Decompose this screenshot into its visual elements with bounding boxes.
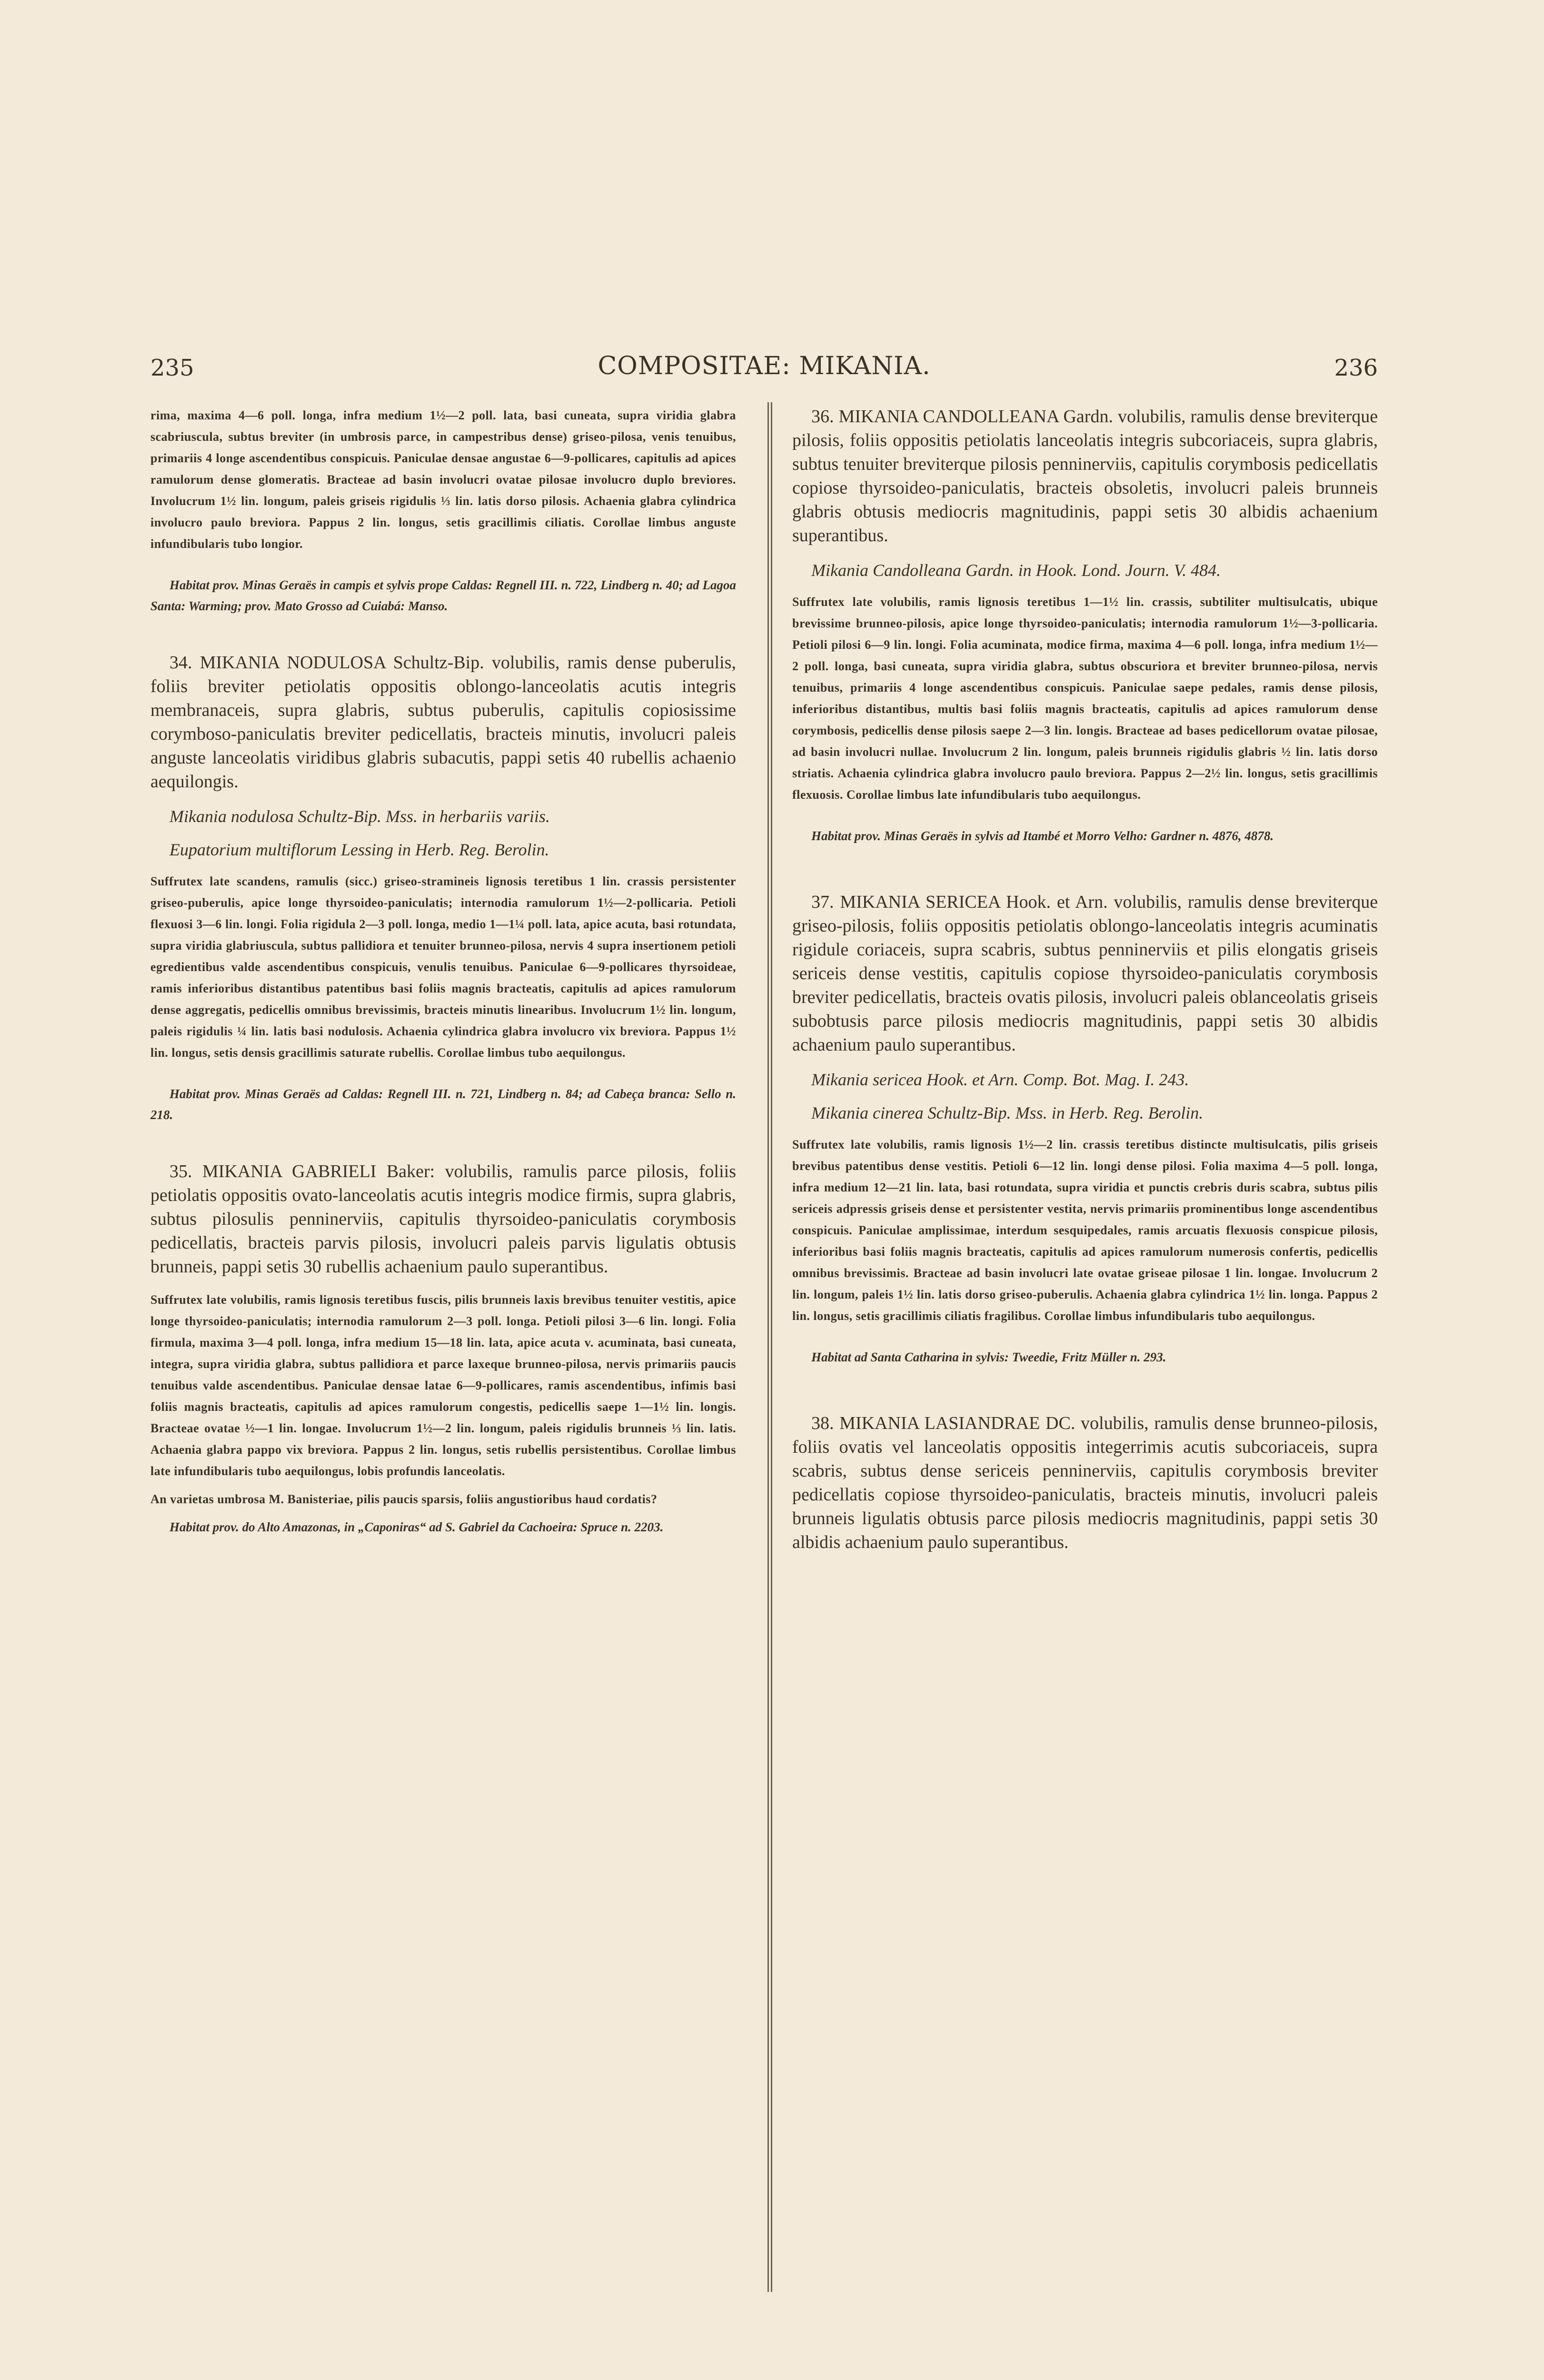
running-header	[150, 352, 1378, 388]
species-34-diagnosis: 34. MIKANIA NODULOSA Schultz-Bip. volubilis, ramis dense puberulis, foliis breviter petiolatis oppositis oblongo-lanceolatis acutis integris membranaceis, supra glabris, subtus puberulis, capitulis copiosissime corymboso-paniculatis breviter pedicellatis, bracteis minutis, involucri paleis anguste lanceolatis viridibus glabris subacutis, pappi setis 40 rubellis achaenio aequilongis.	[150, 653, 736, 792]
species-35-diagnosis: 35. MIKANIA GABRIELI Baker: volubilis, ramulis parce pilosis, foliis petiolatis oppositis ovato-lanceolatis acutis integris modice firmis, supra glabris, subtus pilosulis penninerviis, capitulis thyrsoideo-paniculatis corymbosis pedicellatis, bracteis parvis pilosis, involucri paleis parvis ligulatis obtusis brunneis, pappi setis 30 rubellis achaenium paulo superantibus.	[150, 1161, 736, 1277]
species-36-description: Suffrutex late volubilis, ramis lignosis teretibus 1—1½ lin. crassis, subtiliter multisulcatis, ubique brevissime brunneo-pilosis, apice longe thyrsoideo-paniculatis; internodia ramulorum 1½—3-pollicaria. Petioli pilosi 6—9 lin. longi. Folia acuminata, modice firma, maxima 4—6 poll. longa, infra medium 1½—2 poll. longa, basi cuneata, supra viridia glabra, subtus obscuriora et breviter brunneo-pilosa, nervis tenuibus, primariis 4 longe ascendentibus conspicuis. Paniculae saepe pedales, ramis dense pilosis, inferioribus distantibus, multis basi foliis magnis bracteatis, capitulis ad apices ramulorum dense corymbosis, pedicellis dense pilosis saepe 2—3 lin. longis. Bracteae ad bases pedicellorum ovatae pilosae, ad basin involucri nullae. Involucrum 2 lin. longum, paleis brunneis rigidulis glabris ½ lin. latis dorso striatis. Achaenia cylindrica glabra involucro paulo breviora. Pappus 2—2½ lin. longus, setis gracillimis flexuosis. Corollae limbus late infundibularis tubo aequilongus.	[792, 595, 1378, 802]
species-38-diagnosis: 38. MIKANIA LASIANDRAE DC. volubilis, ramulis dense brunneo-pilosis, foliis ovatis vel lanceolatis oppositis integerrimis acutis subcoriaceis, supra scabris, subtus dense sericeis penninerviis, capitulis corymbosis breviter pedicellatis copiose thyrsoideo-paniculatis, bracteis minutis, involucri paleis brunneis ligulatis obtusis parce pilosis mediocris magnitudinis, pappi setis 30 albidis achaenium paulo superantibus.	[792, 1413, 1378, 1552]
species-37-description: Suffrutex late volubilis, ramis lignosis 1½—2 lin. crassis teretibus distincte multisulcatis, pilis griseis brevibus patentibus dense vestitis. Petioli 6—12 lin. longi dense pilosi. Folia maxima 4—5 poll. longa, infra medium 12—21 lin. lata, basi rotundata, supra viridia et punctis crebris duris scabra, subtus pilis sericeis adpressis griseis dense et persistenter vestita, nervis primariis prominentibus longe ascendentibus conspicuis. Paniculae amplissimae, interdum sesquipedales, ramis arcuatis flexuosis conspicue pilosis, inferioribus basi foliis magnis bracteatis, capitulis ad apices ramulorum numerosis confertis, pedicellis omnibus brevissimis. Bracteae ad basin involucri late ovatae griseae pilosae 1 lin. longae. Involucrum 2 lin. longum, paleis 1½ lin. latis dorso griseo-puberulis. Achaenia glabra cylindrica 1½ lin. longa. Pappus 2 lin. longus, setis gracillimis ciliatis fragilibus. Corollae limbus infundibularis tubo aequilongus.	[792, 1138, 1378, 1323]
species-37-diagnosis: 37. MIKANIA SERICEA Hook. et Arn. volubilis, ramulis dense breviterque griseo-pilosis, foliis oppositis petiolatis oblongo-lanceolatis integris acuminatis rigidule coriaceis, supra scabris, subtus penninerviis et pilis elongatis griseis sericeis dense vestitis, capitulis copiose thyrsoideo-paniculatis corymbosis breviter pedicellatis, bracteis ovatis pilosis, involucri paleis oblanceolatis griseis subobtusis parce pilosis mediocris magnitudinis, pappi setis 30 albidis achaenium paulo superantibus.	[792, 892, 1378, 1055]
page-number-left: 235	[150, 355, 194, 381]
species-34-description: Suffrutex late scandens, ramulis (sicc.) griseo-stramineis lignosis teretibus 1 lin. crassis persistenter griseo-puberulis, apice longe thyrsoideo-paniculatis; internodia ramulorum 1½—2-pollicaria. Petioli flexuosi 3—6 lin. longi. Folia rigidula 2—3 poll. longa, medio 1—1¼ poll. lata, apice acuta, basi rotundata, supra viridia glabriuscula, subtus pallidiora et tenuiter brunneo-pilosa, nervis 4 supra insertionem petioli egredientibus valde ascendentibus conspicuis, venulis tenuibus. Paniculae 6—9-pollicares thyrsoideae, ramis inferioribus distantibus patentibus basi foliis magnis bracteatis, capitulis ad apices ramulorum dense aggregatis, pedicellis omnibus brevissimis, bracteis minutis linearibus. Involucrum 1½ lin. longum, paleis rigidulis ¼ lin. latis basi nodulosis. Achaenia cylindrica glabra involucro vix breviora. Pappus 1½ lin. longus, setis densis gracillimis saturate rubellis. Corollae limbus tubo aequilongus.	[150, 874, 736, 1060]
species-36-citation: Mikania Candolleana Gardn. in Hook. Lond. Journ. V. 484.	[811, 561, 1221, 580]
species-37-citation: Mikania sericea Hook. et Arn. Comp. Bot. Mag. I. 243.	[811, 1070, 1189, 1089]
continued-description: rima, maxima 4—6 poll. longa, infra medium 1½—2 poll. lata, basi cuneata, supra viridia glabra scabriuscula, subtus breviter (in umbrosis parce, in campestribus dense) griseo-pilosa, venis tenuibus, primariis 4 longe ascendentibus conspicuis. Paniculae densae angustae 6—9-pollicares, capitulis ad apices ramulorum dense glomeratis. Bracteae ad basin involucri ovatae pilosae involucro duplo breviores. Involucrum 1½ lin. longum, paleis griseis rigidulis ⅓ lin. latis dorso pilosis. Achaenia glabra cylindrica involucro paulo breviora. Pappus 2 lin. longus, setis gracillimis ciliatis. Corollae limbus anguste infundibularis tubo longior.	[150, 408, 736, 551]
species-34-habitat: Habitat prov. Minas Geraës ad Caldas: Regnell III. n. 721, Lindberg n. 84; ad Cabeça branca: Sello n. 218.	[150, 1087, 736, 1122]
species-34-synonym: Eupatorium multiflorum Lessing in Herb. Reg. Berolin.	[169, 840, 549, 859]
species-35-note: An varietas umbrosa M. Banisteriae, pilis paucis sparsis, foliis angustioribus haud cordatis?	[150, 1492, 657, 1506]
right-column	[792, 405, 1378, 1565]
species-35-habitat: Habitat prov. do Alto Amazonas, in „Caponiras“ ad S. Gabriel da Cachoeira: Spruce n. 2203.	[169, 1520, 664, 1534]
column-divider	[767, 402, 772, 2292]
running-head-title: COMPOSITAE: MIKANIA.	[598, 352, 931, 380]
species-37-synonym: Mikania cinerea Schultz-Bip. Mss. in Herb. Reg. Berolin.	[811, 1103, 1204, 1122]
page-number-right: 236	[1334, 355, 1378, 381]
species-37-habitat: Habitat ad Santa Catharina in sylvis: Tweedie, Fritz Müller n. 293.	[811, 1350, 1166, 1364]
species-36-diagnosis: 36. MIKANIA CANDOLLEANA Gardn. volubilis, ramulis dense breviterque pilosis, foliis oppositis petiolatis lanceolatis integris subcoriaceis, supra glabris, subtus tenuiter breviterque pilosis penninerviis, capitulis corymbosis pedicellatis copiose thyrsoideo-paniculatis, bracteis obsoletis, involucri paleis brunneis glabris obtusis mediocris magnitudinis, pappi setis 30 albidis achaenium superantibus.	[792, 407, 1378, 545]
left-column	[150, 405, 736, 1547]
species-36-habitat: Habitat prov. Minas Geraës in sylvis ad Itambé et Morro Velho: Gardner n. 4876, 4878.	[811, 829, 1274, 843]
species-34-citation: Mikania nodulosa Schultz-Bip. Mss. in herbariis variis.	[169, 807, 550, 826]
species-35-description: Suffrutex late volubilis, ramis lignosis teretibus fuscis, pilis brunneis laxis brevibus tenuiter vestitis, apice longe thyrsoideo-paniculatis; internodia ramulorum 2—3 poll. longa. Petioli pilosi 3—6 lin. longi. Folia firmula, maxima 3—4 poll. longa, infra medium 15—18 lin. lata, apice acuta v. acuminata, basi cuneata, integra, supra viridia glabra, subtus pallidiora et parce laxeque brunneo-pilosa, nervis primariis paucis tenuibus valde ascendentibus. Paniculae densae latae 6—9-pollicares, ramis ascendentibus, infimis basi foliis magnis bracteatis, capitulis ad apices ramulorum congestis, pedicellis saepe 1—1½ lin. longis. Bracteae ovatae ½—1 lin. longae. Involucrum 1½—2 lin. longum, paleis rigidulis brunneis ⅓ lin. latis. Achaenia glabra pappo vix breviora. Pappus 2 lin. longus, setis rubellis persistentibus. Corollae limbus late infundibularis tubo aequilongus, lobis profundis lanceolatis.	[150, 1293, 736, 1478]
continued-habitat: Habitat prov. Minas Geraës in campis et sylvis prope Caldas: Regnell III. n. 722, Lindberg n. 40; ad Lagoa Santa: Warming; prov. Mato Grosso ad Cuiabá: Manso.	[150, 578, 736, 613]
